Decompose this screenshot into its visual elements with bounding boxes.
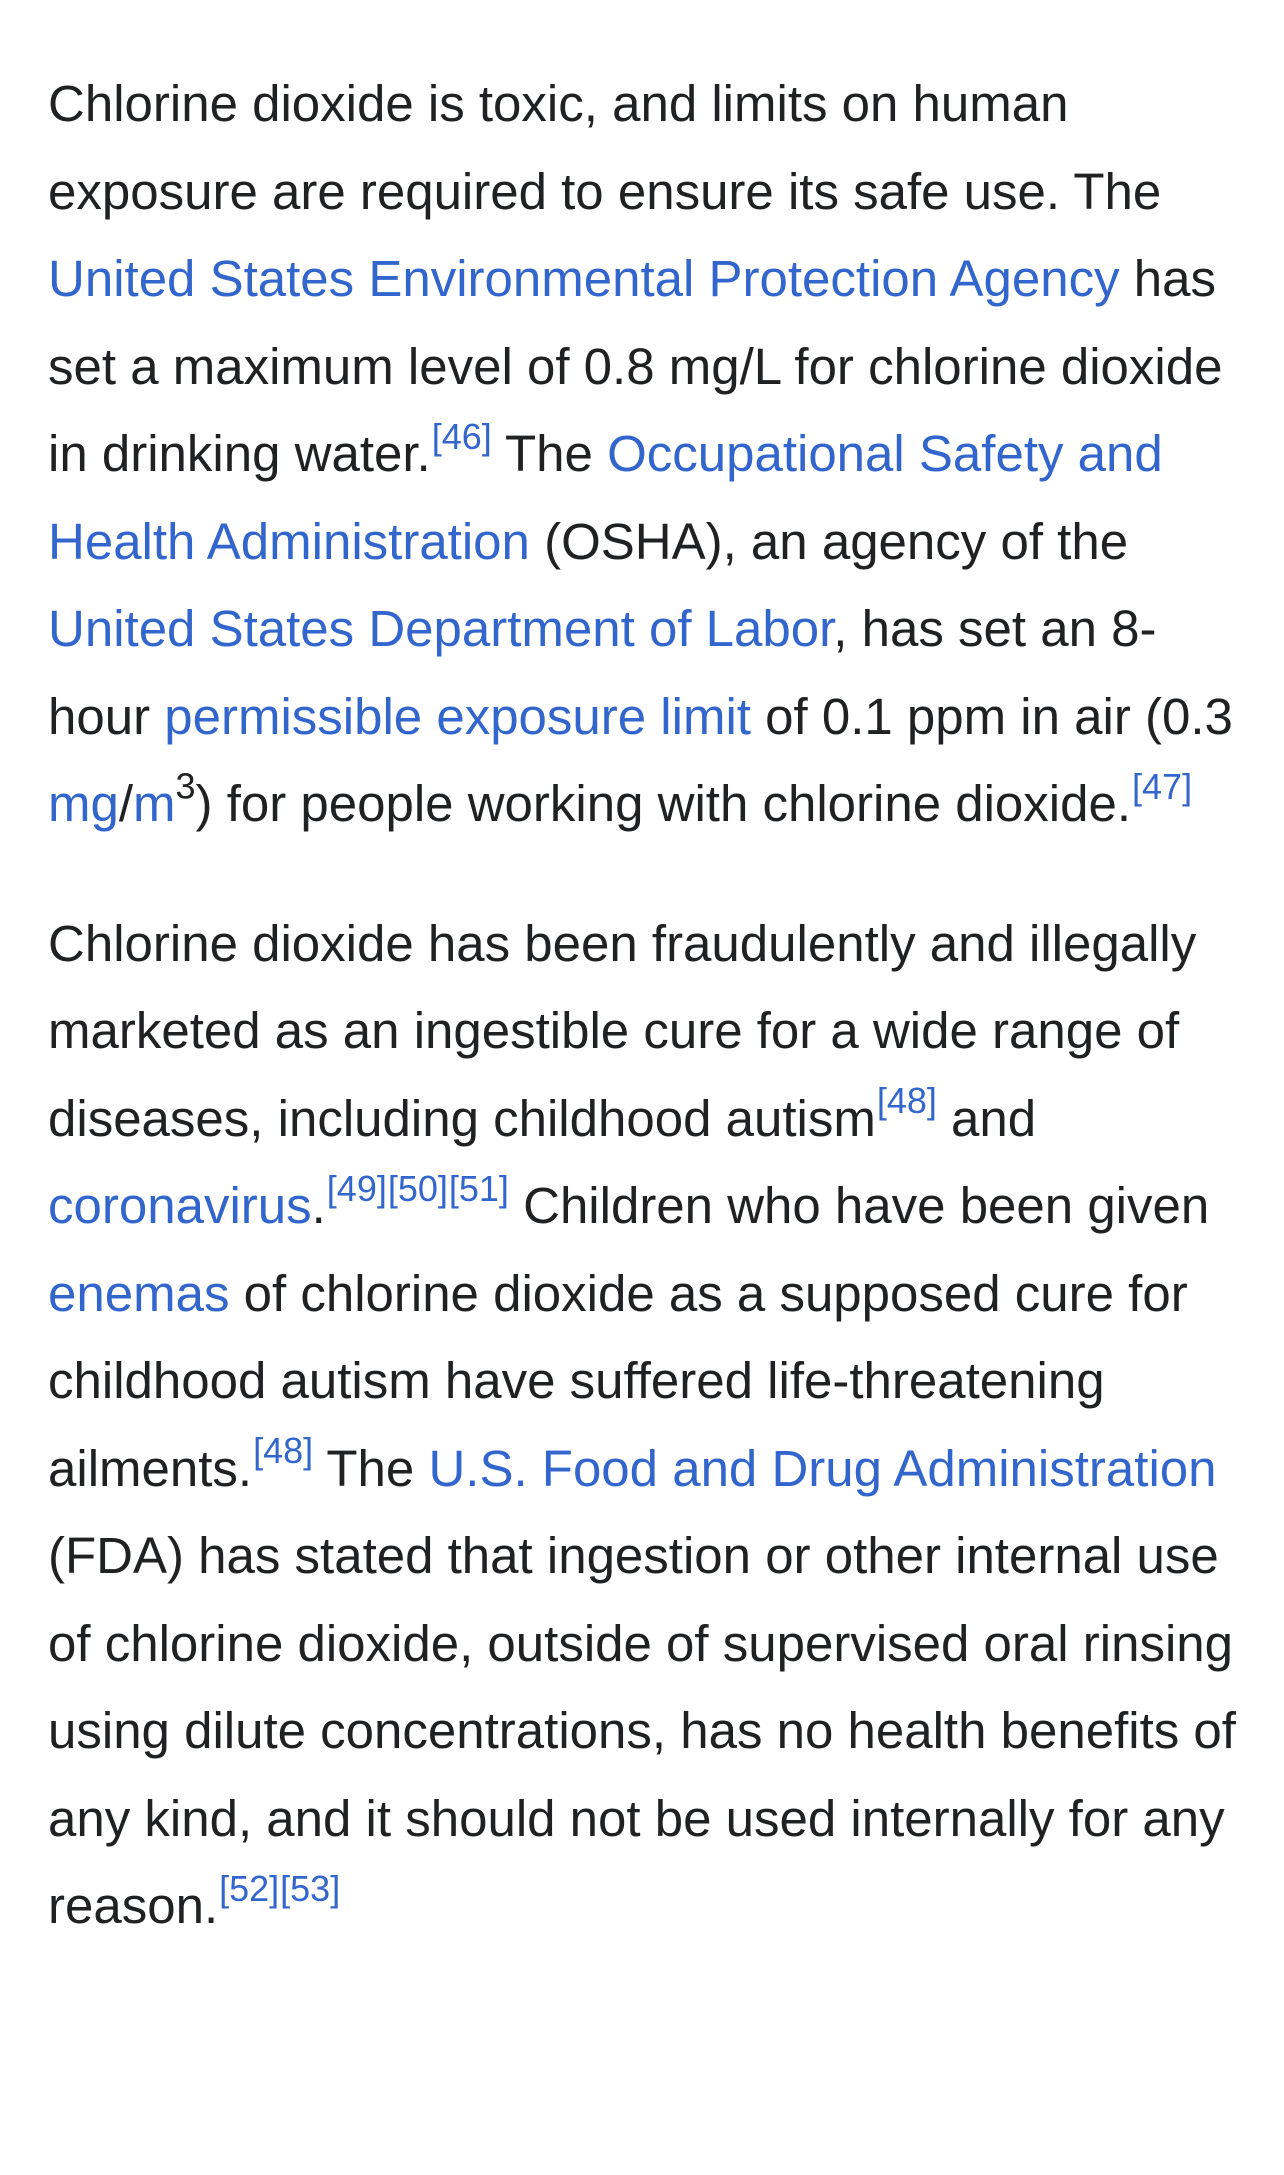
paragraph-text: of chlorine dioxide as a supposed cure for childhood autism have suffered life-threatening ailments. (48, 1264, 1188, 1497)
citation-53[interactable]: [53] (280, 1867, 341, 1909)
paragraph-fraudulent-marketing (48, 900, 1238, 1950)
link-milligram[interactable]: mg (48, 775, 119, 832)
paragraph-text: (OSHA), an agency of the (529, 512, 1129, 570)
paragraph-text: Children who have been given (508, 1177, 1210, 1234)
link-osha[interactable]: Occupational Safety and Health Administration (48, 425, 1163, 570)
citation-52[interactable]: [52] (219, 1867, 280, 1909)
paragraph-toxicity-limits (48, 60, 1238, 848)
link-epa[interactable]: United States Environmental Protection Agency (48, 250, 1120, 307)
link-permissible-exposure-limit[interactable]: permissible exposure limit (164, 687, 751, 745)
paragraph-text: / (118, 775, 134, 832)
link-coronavirus[interactable]: coronavirus (48, 1177, 312, 1234)
paragraph-text: Chlorine dioxide is toxic, and limits on human exposure are required to ensure its safe use. The (48, 75, 1162, 220)
paragraph-text: . (311, 1177, 326, 1234)
paragraph-text: of 0.1 ppm in air (0.3 (750, 687, 1233, 745)
citation-48[interactable]: [48] (876, 1080, 937, 1122)
citation-48[interactable]: [48] (253, 1430, 314, 1472)
paragraph-text: ) for people working with chlorine dioxide. (195, 775, 1132, 832)
paragraph-text: , has set an 8-hour (48, 600, 1157, 745)
citation-46[interactable]: [46] (431, 415, 492, 457)
paragraph-text: The (313, 1439, 429, 1497)
article-content (48, 60, 1238, 1950)
exponent-3: 3 (175, 765, 196, 807)
paragraph-text: The (491, 425, 608, 482)
link-fda[interactable]: U.S. Food and Drug Administration (428, 1439, 1217, 1497)
paragraph-text: has set a maximum level of 0.8 mg/L for chlorine dioxide in drinking water. (48, 250, 1223, 482)
paragraph-text: (FDA) has stated that ingestion or other internal use of chlorine dioxide, outside of supervised oral rinsing using dilute concentrations, has no health benefits of any kind, and it should not be used internally for any reason. (48, 1527, 1236, 1934)
link-metre[interactable]: m (133, 775, 176, 832)
citation-47[interactable]: [47] (1132, 765, 1193, 807)
paragraph-text: and (936, 1089, 1037, 1147)
link-enemas[interactable]: enemas (48, 1264, 230, 1322)
citation-51[interactable]: [51] (448, 1167, 509, 1209)
paragraph-text: Chlorine dioxide has been fraudulently and illegally marketed as an ingestible cure for a wide range of diseases, including childhood autism (48, 914, 1197, 1147)
link-department-of-labor[interactable]: United States Department of Labor (48, 600, 834, 657)
citation-50[interactable]: [50] (387, 1167, 448, 1209)
citation-49[interactable]: [49] (326, 1167, 387, 1209)
